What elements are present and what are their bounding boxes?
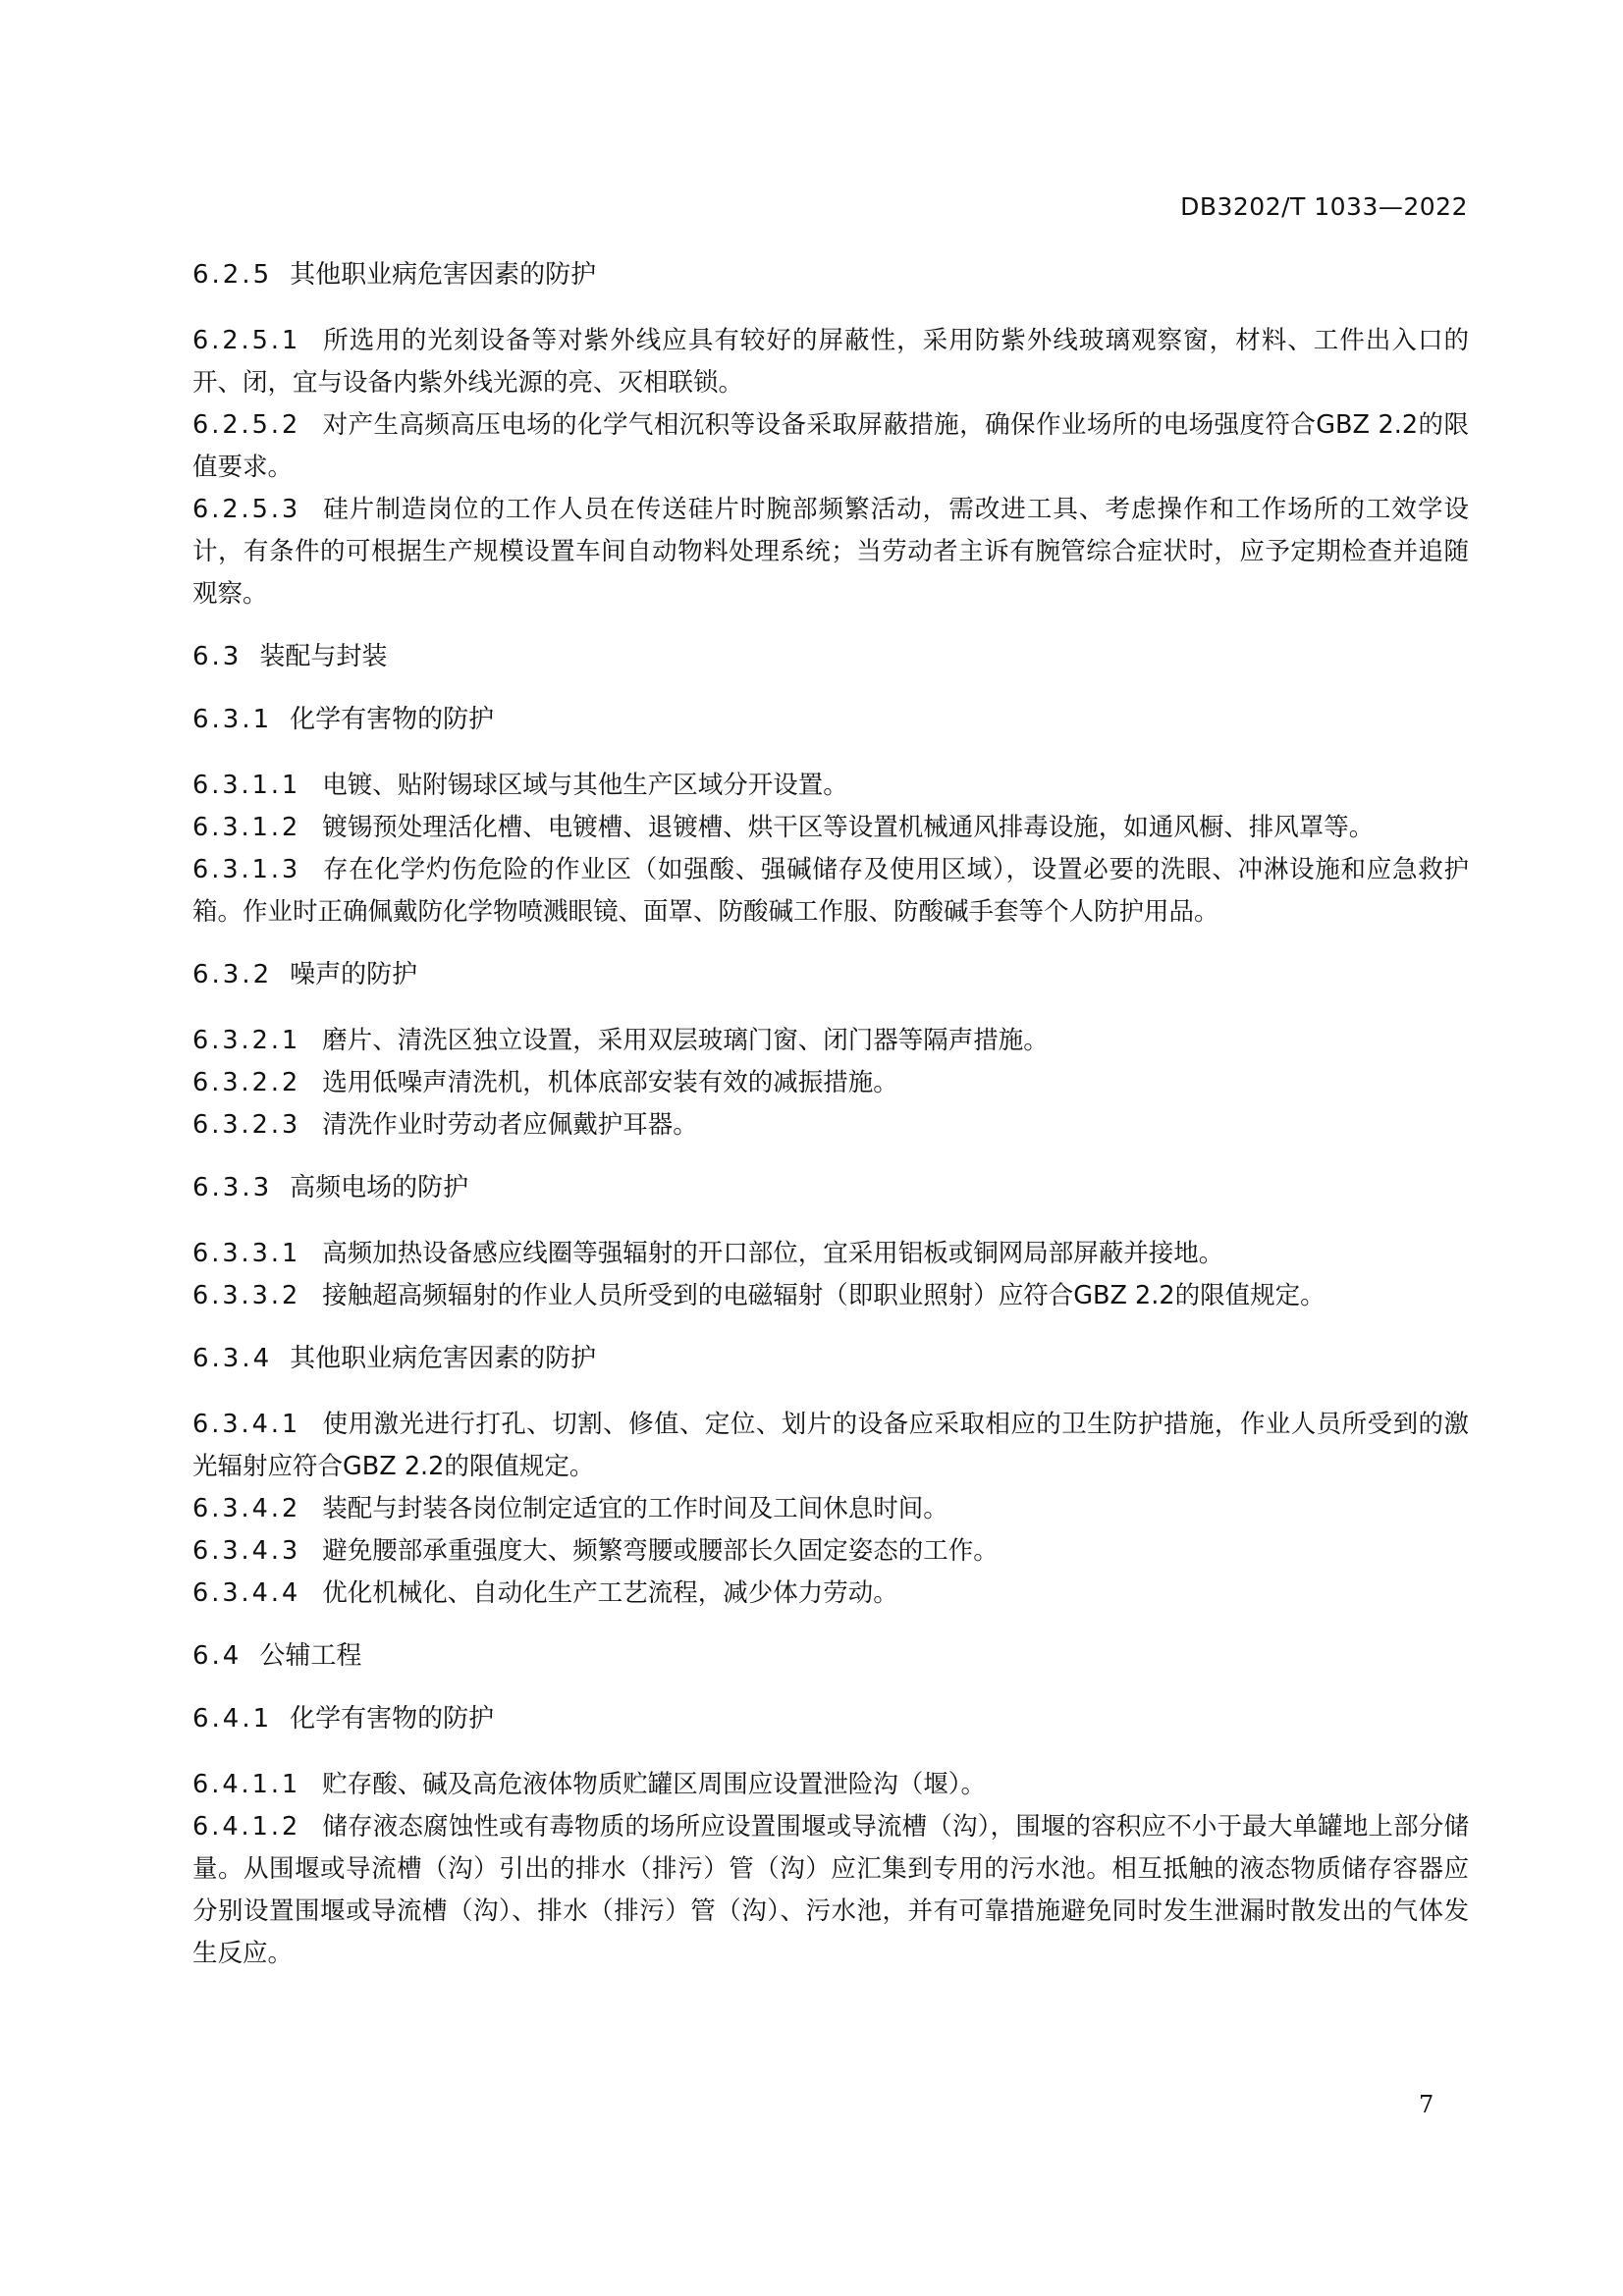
- section-heading: [192, 1341, 1469, 1376]
- clause-paragraph: [192, 320, 1469, 404]
- clause-text: 对产生高频高压电场的化学气相沉积等设备采取屏蔽措施，确保作业场所的电场强度符合GBZ 2.2的限值要求。: [192, 410, 1469, 482]
- clause-paragraph: [192, 1020, 1469, 1062]
- clause-text: 存在化学灼伤危险的作业区（如强酸、强碱储存及使用区域），设置必要的洗眼、冲淋设施和应急救护箱。作业时正确佩戴防化学物喷溅眼镜、面罩、防酸碱工作服、防酸碱手套等个人防护用品。: [192, 855, 1469, 927]
- section-title: 装配与封装: [259, 642, 388, 671]
- clause-text: 储存液态腐蚀性或有毒物质的场所应设置围堰或导流槽（沟），围堰的容积应不小于最大单罐地上部分储量。从围堰或导流槽（沟）引出的排水（排污）管（沟）应汇集到专用的污水池。相互抵触的液态物质储存容器应分别设置围堰或导流槽（沟）、排水（排污）管（沟）、污水池，并有可靠措施避免同时发生泄漏时散发出的气体发生反应。: [192, 1812, 1469, 1968]
- clause-paragraph: [192, 1233, 1469, 1275]
- section-heading: [192, 1701, 1469, 1736]
- standard-id-header: DB3202/T 1033—2022: [1180, 192, 1468, 221]
- section-title: 化学有害物的防护: [290, 1704, 495, 1734]
- clause-number: 6.2.5.3: [192, 495, 301, 524]
- clause-text: 磨片、清洗区独立设置，采用双层玻璃门窗、闭门器等隔声措施。: [322, 1026, 1049, 1055]
- clause-number: 6.3.4.2: [192, 1494, 301, 1523]
- section-heading: [192, 702, 1469, 737]
- clause-paragraph: [192, 1104, 1469, 1147]
- clause-text: 贮存酸、碱及高危液体物质贮罐区周围应设置泄险沟（堰）。: [322, 1770, 986, 1799]
- clause-paragraph: [192, 404, 1469, 489]
- document-body: [192, 257, 1469, 1999]
- clause-paragraph: [192, 1062, 1469, 1104]
- clause-paragraph: [192, 1530, 1469, 1573]
- clause-number: 6.3.1.3: [192, 855, 301, 884]
- section-number: 6.3.4: [192, 1344, 273, 1373]
- section-number: 6.2.5: [192, 260, 273, 290]
- clause-paragraph: [192, 489, 1469, 615]
- section-heading: [192, 957, 1469, 992]
- clause-text: 清洗作业时劳动者应佩戴护耳器。: [322, 1110, 698, 1140]
- section-number: 6.3.3: [192, 1173, 273, 1202]
- clause-number: 6.3.3.1: [192, 1239, 301, 1268]
- clause-paragraph: [192, 1764, 1469, 1806]
- clause-text: 装配与封装各岗位制定适宜的工作时间及工间休息时间。: [322, 1494, 948, 1523]
- section-title: 化学有害物的防护: [290, 705, 495, 734]
- clause-paragraph: [192, 849, 1469, 934]
- clause-paragraph: [192, 807, 1469, 849]
- clause-number: 6.2.5.1: [192, 326, 301, 355]
- section-title: 高频电场的防护: [290, 1173, 469, 1202]
- clause-text: 电镀、贴附锡球区域与其他生产区域分开设置。: [322, 771, 848, 800]
- clause-number: 6.3.2.1: [192, 1026, 301, 1055]
- clause-paragraph: [192, 1573, 1469, 1615]
- section-title: 噪声的防护: [290, 960, 418, 989]
- clause-number: 6.3.1.2: [192, 813, 301, 842]
- clause-text: 优化机械化、自动化生产工艺流程，减少体力劳动。: [322, 1578, 898, 1608]
- section-title: 其他职业病危害因素的防护: [290, 1344, 597, 1373]
- section-heading: [192, 1638, 1469, 1674]
- clause-number: 6.3.4.4: [192, 1578, 301, 1608]
- clause-text: 所选用的光刻设备等对紫外线应具有较好的屏蔽性，采用防紫外线玻璃观察窗，材料、工件出入口的开、闭，宜与设备内紫外线光源的亮、灭相联锁。: [192, 326, 1469, 398]
- section-title: 公辅工程: [259, 1641, 362, 1671]
- section-number: 6.4.1: [192, 1704, 273, 1734]
- clause-text: 避免腰部承重强度大、频繁弯腰或腰部长久固定姿态的工作。: [322, 1536, 999, 1566]
- clause-text: 使用激光进行打孔、切割、修值、定位、划片的设备应采取相应的卫生防护措施，作业人员所受到的激光辐射应符合GBZ 2.2的限值规定。: [192, 1410, 1469, 1481]
- clause-text: 接触超高频辐射的作业人员所受到的电磁辐射（即职业照射）应符合GBZ 2.2的限值规定。: [322, 1281, 1325, 1310]
- clause-text: 高频加热设备感应线圈等强辐射的开口部位，宜采用铝板或铜网局部屏蔽并接地。: [322, 1239, 1224, 1268]
- clause-number: 6.3.2.3: [192, 1110, 301, 1140]
- clause-text: 选用低噪声清洗机，机体底部安装有效的减振措施。: [322, 1068, 898, 1097]
- clause-number: 6.4.1.2: [192, 1812, 301, 1842]
- clause-paragraph: [192, 765, 1469, 807]
- section-heading: [192, 257, 1469, 293]
- clause-number: 6.2.5.2: [192, 410, 301, 440]
- section-number: 6.3: [192, 642, 243, 671]
- section-heading: [192, 1170, 1469, 1205]
- clause-number: 6.3.1.1: [192, 771, 301, 800]
- clause-paragraph: [192, 1806, 1469, 1975]
- clause-number: 6.3.2.2: [192, 1068, 301, 1097]
- clause-text: 镀锡预处理活化槽、电镀槽、退镀槽、烘干区等设置机械通风排毒设施，如通风橱、排风罩等。: [322, 813, 1375, 842]
- clause-number: 6.3.4.1: [192, 1410, 301, 1439]
- section-heading: [192, 639, 1469, 674]
- clause-number: 6.3.3.2: [192, 1281, 301, 1310]
- clause-text: 硅片制造岗位的工作人员在传送硅片时腕部频繁活动，需改进工具、考虑操作和工作场所的工效学设计，有条件的可根据生产规模设置车间自动物料处理系统；当劳动者主诉有腕管综合症状时，应予定期检查并追随观察。: [192, 495, 1469, 609]
- section-number: 6.4: [192, 1641, 243, 1671]
- clause-paragraph: [192, 1404, 1469, 1488]
- page-number: 7: [1419, 2091, 1434, 2118]
- clause-paragraph: [192, 1275, 1469, 1317]
- section-number: 6.3.2: [192, 960, 273, 989]
- clause-number: 6.4.1.1: [192, 1770, 301, 1799]
- section-title: 其他职业病危害因素的防护: [290, 260, 597, 290]
- clause-paragraph: [192, 1488, 1469, 1530]
- clause-number: 6.3.4.3: [192, 1536, 301, 1566]
- section-number: 6.3.1: [192, 705, 273, 734]
